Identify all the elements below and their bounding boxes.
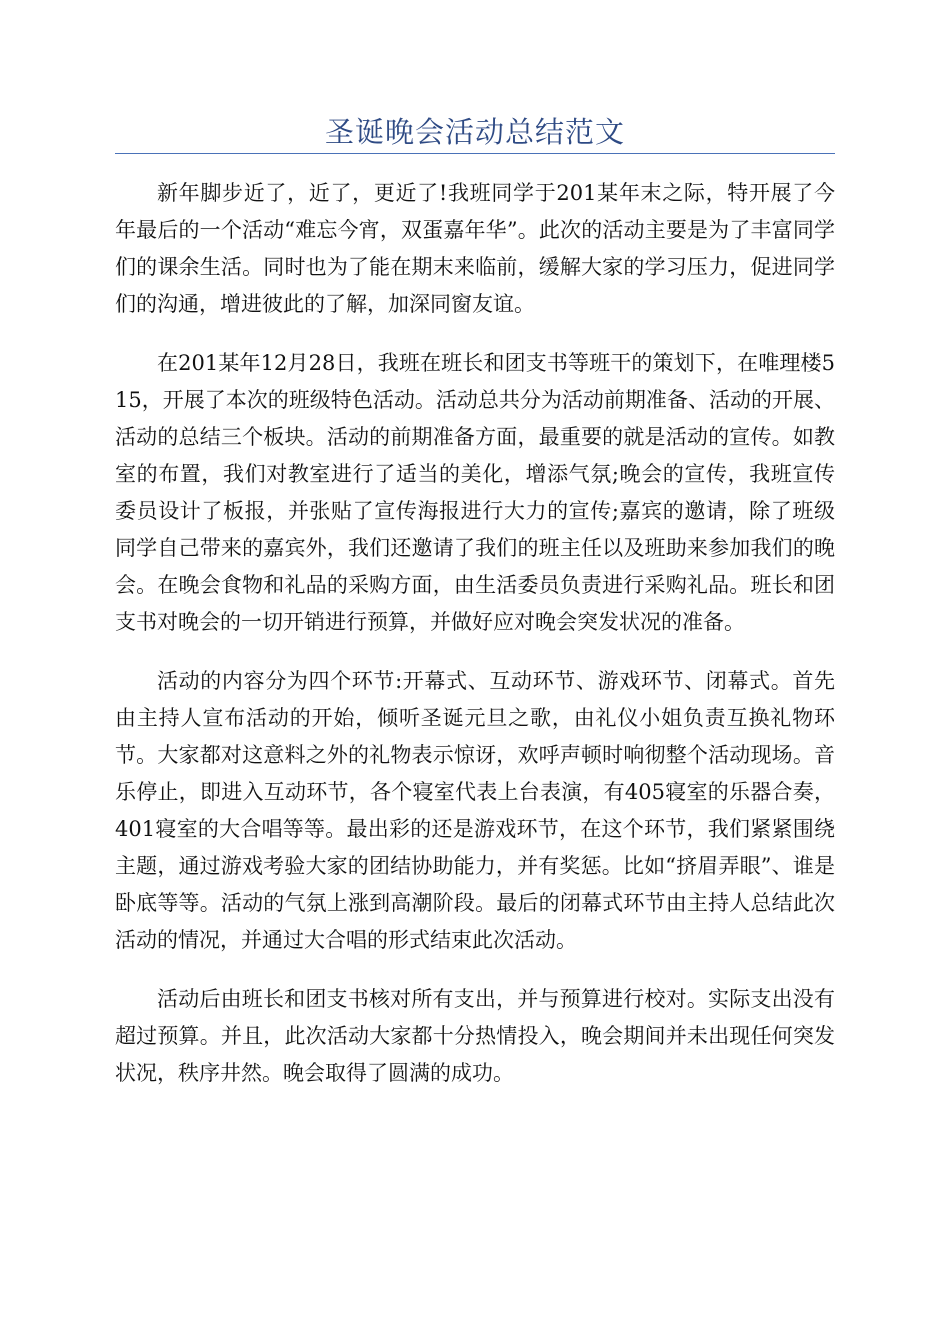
- document-body: [115, 175, 835, 1114]
- paragraph-intro: 新年脚步近了，近了，更近了!我班同学于201某年末之际，特开展了今年最后的一个活动“难忘今宵，双蛋嘉年华”。此次的活动主要是为了丰富同学们的课余生活。同时也为了能在期末来临前，缓解大家的学习压力，促进同学们的沟通，增进彼此的了解，加深同窗友谊。: [115, 181, 835, 316]
- document-title: 圣诞晚会活动总结范文: [324, 115, 625, 149]
- paragraph-preparation: 在201某年12月28日，我班在班长和团支书等班干的策划下，在唯理楼515，开展了本次的班级特色活动。活动总共分为活动前期准备、活动的开展、活动的总结三个板块。活动的前期准备方面，最重要的就是活动的宣传。如教室的布置，我们对教室进行了适当的美化，增添气氛;晚会的宣传，我班宣传委员设计了板报，并张贴了宣传海报进行大力的宣传;嘉宾的邀请，除了班级同学自己带来的嘉宾外，我们还邀请了我们的班主任以及班助来参加我们的晚会。在晚会食物和礼品的采购方面，由生活委员负责进行采购礼品。班长和团支书对晚会的一切开销进行预算，并做好应对晚会突发状况的准备。: [115, 351, 835, 634]
- title-underline: [115, 153, 835, 154]
- paragraph-conclusion: 活动后由班长和团支书核对所有支出，并与预算进行校对。实际支出没有超过预算。并且，此次活动大家都十分热情投入，晚会期间并未出现任何突发状况，秩序井然。晚会取得了圆满的成功。: [115, 987, 835, 1085]
- paragraph-program: 活动的内容分为四个环节:开幕式、互动环节、游戏环节、闭幕式。首先由主持人宣布活动的开始，倾听圣诞元旦之歌，由礼仪小姐负责互换礼物环节。大家都对这意料之外的礼物表示惊讶，欢呼声顿时响彻整个活动现场。音乐停止，即进入互动环节，各个寝室代表上台表演，有405寝室的乐器合奏，401寝室的大合唱等等。最出彩的还是游戏环节，在这个环节，我们紧紧围绕主题，通过游戏考验大家的团结协助能力，并有奖惩。比如“挤眉弄眼”、谁是卧底等等。活动的气氛上涨到高潮阶段。最后的闭幕式环节由主持人总结此次活动的情况，并通过大合唱的形式结束此次活动。: [115, 669, 835, 952]
